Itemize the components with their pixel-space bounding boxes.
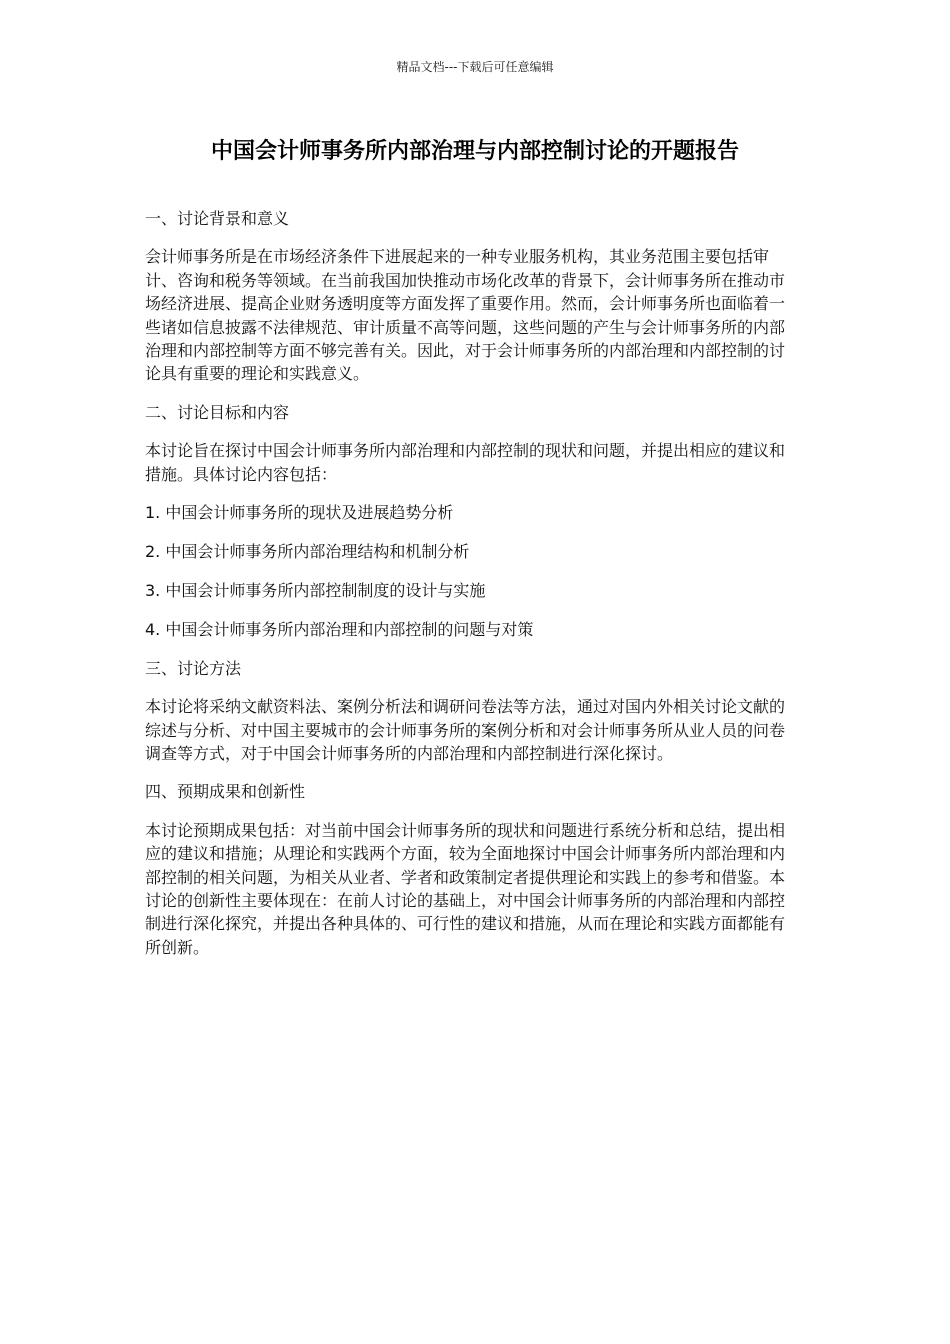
section-paragraph-methods: 本讨论将采纳文献资料法、案例分析法和调研问卷法等方法，通过对国内外相关讨论文献的综述与分析、对中国主要城市的会计师事务所的案例分析和对会计师事务所从业人员的问卷调查等方式，对于中国会计师事务所的内部治理和内部控制进行深化探讨。 [145,697,786,763]
list-item: 1. 中国会计师事务所的现状及进展趋势分析 [145,503,454,523]
section-heading-methods: 三、讨论方法 [145,658,242,678]
document-title: 中国会计师事务所内部治理与内部控制讨论的开题报告 [210,139,739,164]
section-paragraph-background: 会计师事务所是在市场经济条件下进展起来的一种专业服务机构，其业务范围主要包括审计、咨询和税务等领域。在当前我国加快推动市场化改革的背景下，会计师事务所在推动市场经济进展、提高企业财务透明度等方面发挥了重要作用。然而，会计师事务所也面临着一些诸如信息披露不法律规范、审计质量不高等问题，这些问题的产生与会计师事务所的内部治理和内部控制等方面不够完善有关。因此，对于会计师事务所的内部治理和内部控制的讨论具有重要的理论和实践意义。 [145,247,786,384]
list-item: 3. 中国会计师事务所内部控制制度的设计与实施 [145,580,486,600]
list-item: 4. 中国会计师事务所内部治理和内部控制的问题与对策 [145,619,534,639]
section-heading-outcomes: 四、预期成果和创新性 [145,782,306,802]
header-note: 精品文档---下载后可任意编辑 [396,60,554,74]
section-heading-objectives: 二、讨论目标和内容 [145,402,290,422]
list-item: 2. 中国会计师事务所内部治理结构和机制分析 [145,541,470,561]
document-body [145,207,797,974]
section-heading-background: 一、讨论背景和意义 [145,209,290,228]
section-paragraph-outcomes: 本讨论预期成果包括：对当前中国会计师事务所的现状和问题进行系统分析和总结，提出相应的建议和措施；从理论和实践两个方面，较为全面地探讨中国会计师事务所内部治理和内部控制的相关问题，为相关从业者、学者和政策制定者提供理论和实践上的参考和借鉴。本讨论的创新性主要体现在：在前人讨论的基础上，对中国会计师事务所的内部治理和内部控制进行深化探究，并提出各种具体的、可行性的建议和措施，从而在理论和实践方面都能有所创新。 [145,820,786,957]
section-paragraph-objectives: 本讨论旨在探讨中国会计师事务所内部治理和内部控制的现状和问题，并提出相应的建议和措施。具体讨论内容包括： [145,441,786,484]
